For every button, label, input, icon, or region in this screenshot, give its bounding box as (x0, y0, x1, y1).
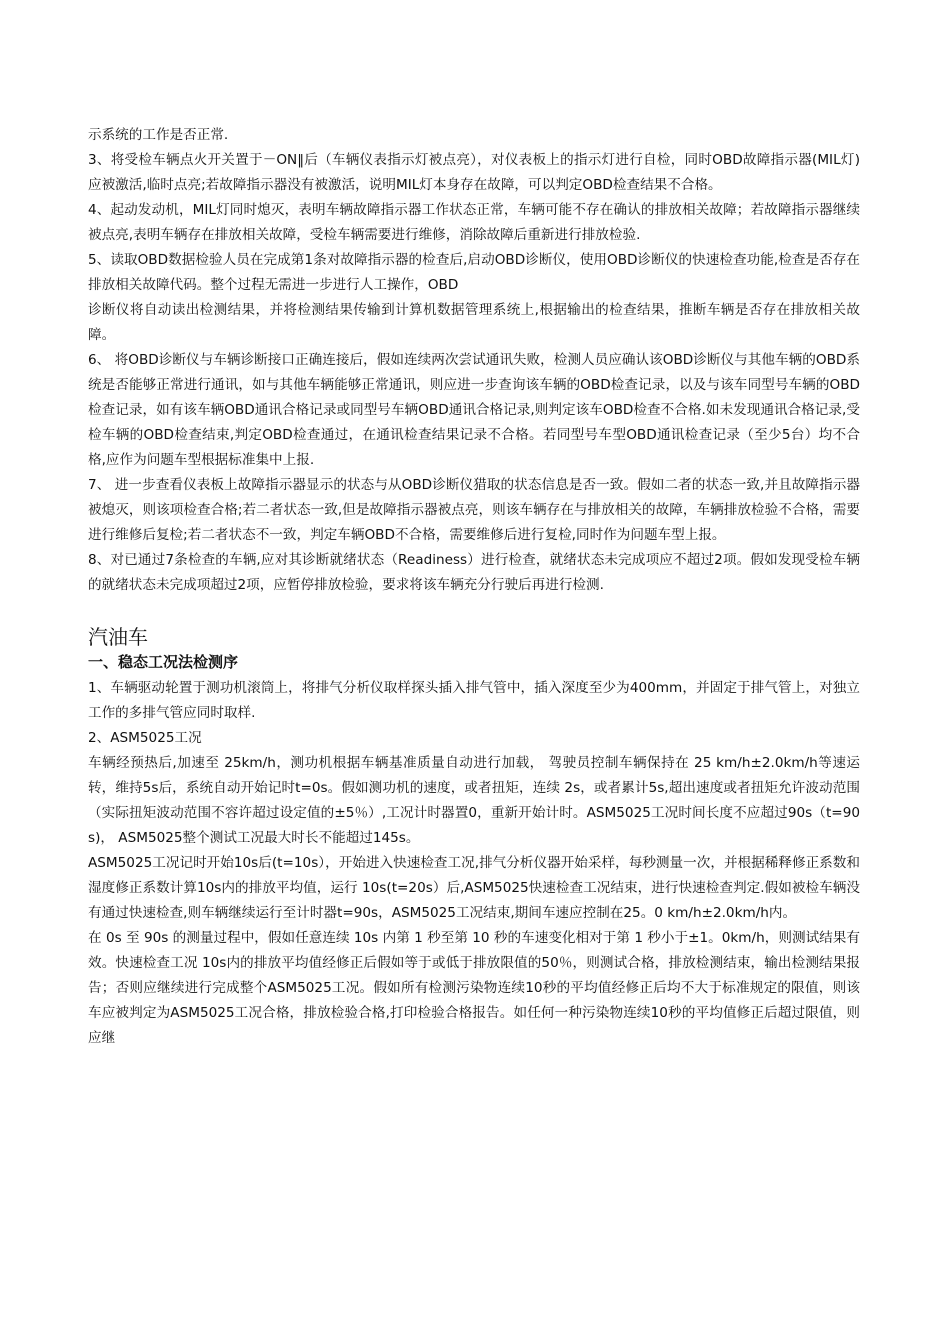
document-page (88, 123, 860, 1051)
section-heading-gasoline: 汽油车 (88, 625, 148, 649)
obd-step-4: 4、起动发动机，MIL灯同时熄灭，表明车辆故障指示器工作状态正常，车辆可能不存在确认的排放相关故障；若故障指示器继续被点亮,表明车辆存在排放相关故障，受检车辆需要进行维修，消除故障后重新进行排放检验. (88, 202, 860, 243)
obd-step-7: 7、 进一步查看仪表板上故障指示器显示的状态与从OBD诊断仪猎取的状态信息是否一致。假如二者的状态一致,并且故障指示器被熄灭，则该项检查合格;若二者状态一致,但是故障指示器被点亮，则该车辆存在与排放相关的故障，车辆排放检验不合格，需要进行维修后复检;若二者状态不一致，判定车辆OBD不合格，需要维修后进行复检,同时作为问题车型上报。 (88, 477, 860, 543)
obd-step-6: 6、 将OBD诊断仪与车辆诊断接口正确连接后，假如连续两次尝试通讯失败，检测人员应确认该OBD诊断仪与其他车辆的OBD系统是否能够正常进行通讯，如与其他车辆能够正常通讯，则应进一步查询该车辆的OBD检查记录，以及与该车同型号车辆的OBD检查记录，如有该车辆OBD通讯合格记录或同型号车辆OBD通讯合格记录,则判定该车OBD检查不合格.如未发现通讯合格记录,受检车辆的OBD检查结束,判定OBD检查通过，在通讯检查结果记录不合格。若同型号车型OBD通讯检查记录（至少5台）均不合格,应作为问题车型根据标准集中上报. (88, 352, 860, 468)
asm5025-paragraph-1: 车辆经预热后,加速至 25km/h，测功机根据车辆基准质量自动进行加载， 驾驶员控制车辆保持在 25 km/h±2.0km/h等速运转，维持5s后，系统自动开始记时t=0s。假如测功机的速度，或者扭矩，连续 2s，或者累计5s,超出速度或者扭矩允许波动范围（实际扭矩波动范围不容许超过设定值的±5％）,工况计时器置0，重新开始计时。ASM5025工况时间长度不应超过90s（t=90s)， ASM5025整个测试工况最大时长不能超过145s。 (88, 755, 860, 846)
gasoline-step-1: 1、车辆驱动轮置于测功机滚筒上，将排气分析仪取样探头插入排气管中，插入深度至少为400mm，并固定于排气管上，对独立工作的多排气管应同时取样. (88, 680, 860, 721)
gasoline-step-2-title: 2、ASM5025工况 (88, 730, 202, 746)
asm5025-paragraph-3: 在 0s 至 90s 的测量过程中，假如任意连续 10s 内第 1 秒至第 10 秒的车速变化相对于第 1 秒小于±1。0km/h，则测试结果有效。快速检查工况 10s内的排放平均值经修正后假如等于或低于排放限值的50％，则测试合格，排放检测结束，输出检测结果报告；否则应继续进行完成整个ASM5025工况。假如所有检测污染物连续10秒的平均值经修正后均不大于标准规定的限值，则该车应被判定为ASM5025工况合格，排放检验合格,打印检验合格报告。如任何一种污染物连续10秒的平均值修正后超过限值，则应继 (88, 930, 860, 1046)
subsection-heading-steady-state: 一、稳态工况法检测序 (88, 653, 239, 671)
obd-paragraph-continuation: 示系统的工作是否正常. (88, 127, 229, 143)
obd-step-8: 8、对已通过7条检查的车辆,应对其诊断就绪状态（Readiness）进行检查，就绪状态未完成项应不超过2项。假如发现受检车辆的就绪状态未完成项超过2项，应暂停排放检验，要求将该车辆充分行驶后再进行检测. (88, 552, 860, 593)
obd-step-5-part-a: 5、读取OBD数据检验人员在完成第1条对故障指示器的检查后,启动OBD诊断仪，使用OBD诊断仪的快速检查功能,检查是否存在排放相关故障代码。整个过程无需进一步进行人工操作，OBD (88, 252, 860, 293)
asm5025-paragraph-2: ASM5025工况记时开始10s后(t=10s），开始进入快速检查工况,排气分析仪器开始采样，每秒测量一次，并根据稀释修正系数和湿度修正系数计算10s内的排放平均值，运行 10s(t=20s）后,ASM5025快速检查工况结束，进行快速检查判定.假如被检车辆没有通过快速检查,则车辆继续运行至计时器t=90s，ASM5025工况结束,期间车速应控制在25。0 km/h±2.0km/h内。 (88, 855, 860, 921)
obd-step-5-part-b: 诊断仪将自动读出检测结果，并将检测结果传输到计算机数据管理系统上,根据输出的检查结果，推断车辆是否存在排放相关故障。 (88, 302, 860, 343)
obd-step-3: 3、将受检车辆点火开关置于－ON‖后（车辆仪表指示灯被点亮），对仪表板上的指示灯进行自检，同时OBD故障指示器(MIL灯)应被激活,临时点亮;若故障指示器没有被激活，说明MIL灯本身存在故障，可以判定OBD检查结果不合格。 (88, 152, 860, 193)
